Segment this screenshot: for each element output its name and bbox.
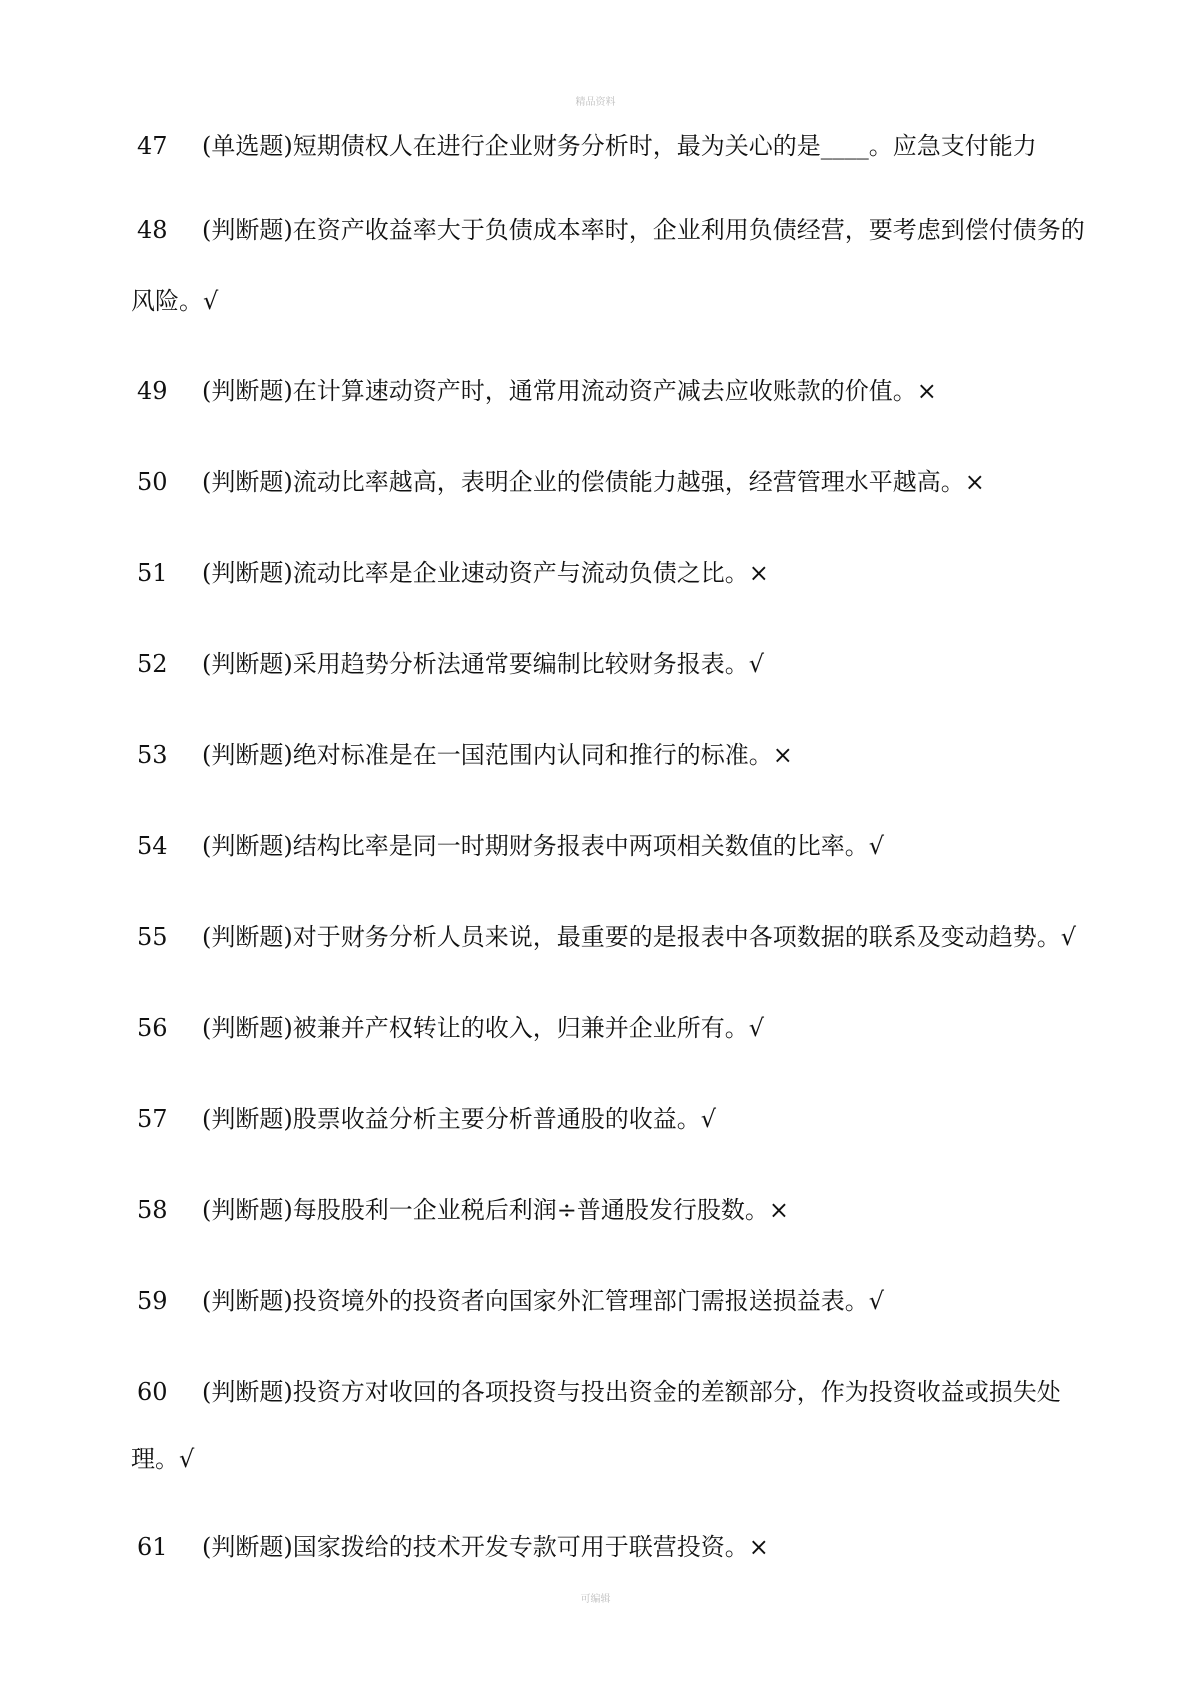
question-text: (判断题)结构比率是同一时期财务报表中两项相关数值的比率。√ [202,832,885,860]
question-text: (判断题)投资境外的投资者向国家外汇管理部门需报送损益表。√ [202,1287,885,1315]
question-number: 56 [137,1014,168,1042]
question-text: (判断题)被兼并产权转让的收入，归兼并企业所有。√ [202,1014,765,1042]
question-text: (判断题)国家拨给的技术开发专款可用于联营投资。× [202,1533,769,1561]
question-text-continued: 理。√ [131,1445,195,1473]
question-number: 50 [137,468,168,496]
question-number: 53 [137,741,168,769]
question-text: (判断题)对于财务分析人员来说，最重要的是报表中各项数据的联系及变动趋势。√ [202,923,1077,951]
question-text: (判断题)在资产收益率大于负债成本率时，企业利用负债经营，要考虑到偿付债务的 [202,216,1085,244]
question-number: 48 [137,216,168,244]
page-footer: 可编辑 [580,1594,611,1605]
question-number: 58 [137,1196,168,1224]
question-text: (判断题)流动比率越高，表明企业的偿债能力越强，经营管理水平越高。× [202,468,985,496]
question-text-continued: 风险。√ [131,287,219,315]
page-header: 精品资料 [575,97,616,108]
question-text: (判断题)绝对标准是在一国范围内认同和推行的标准。× [202,741,793,769]
question-number: 54 [137,832,168,860]
question-number: 60 [137,1378,168,1406]
question-number: 49 [137,377,168,405]
question-number: 47 [137,132,168,160]
question-text: (判断题)投资方对收回的各项投资与投出资金的差额部分，作为投资收益或损失处 [202,1378,1061,1406]
question-text: (判断题)在计算速动资产时，通常用流动资产减去应收账款的价值。× [202,377,937,405]
question-number: 57 [137,1105,168,1133]
question-number: 59 [137,1287,168,1315]
question-text: (判断题)采用趋势分析法通常要编制比较财务报表。√ [202,650,765,678]
question-number: 52 [137,650,168,678]
question-number: 51 [137,559,168,587]
question-number: 55 [137,923,168,951]
question-text: (判断题)股票收益分析主要分析普通股的收益。√ [202,1105,717,1133]
question-text: (单选题)短期债权人在进行企业财务分析时，最为关心的是____。应急支付能力 [202,132,1037,160]
question-number: 61 [137,1533,168,1561]
question-text: (判断题)流动比率是企业速动资产与流动负债之比。× [202,559,769,587]
question-text: (判断题)每股股利一企业税后利润÷普通股发行股数。× [202,1196,789,1224]
